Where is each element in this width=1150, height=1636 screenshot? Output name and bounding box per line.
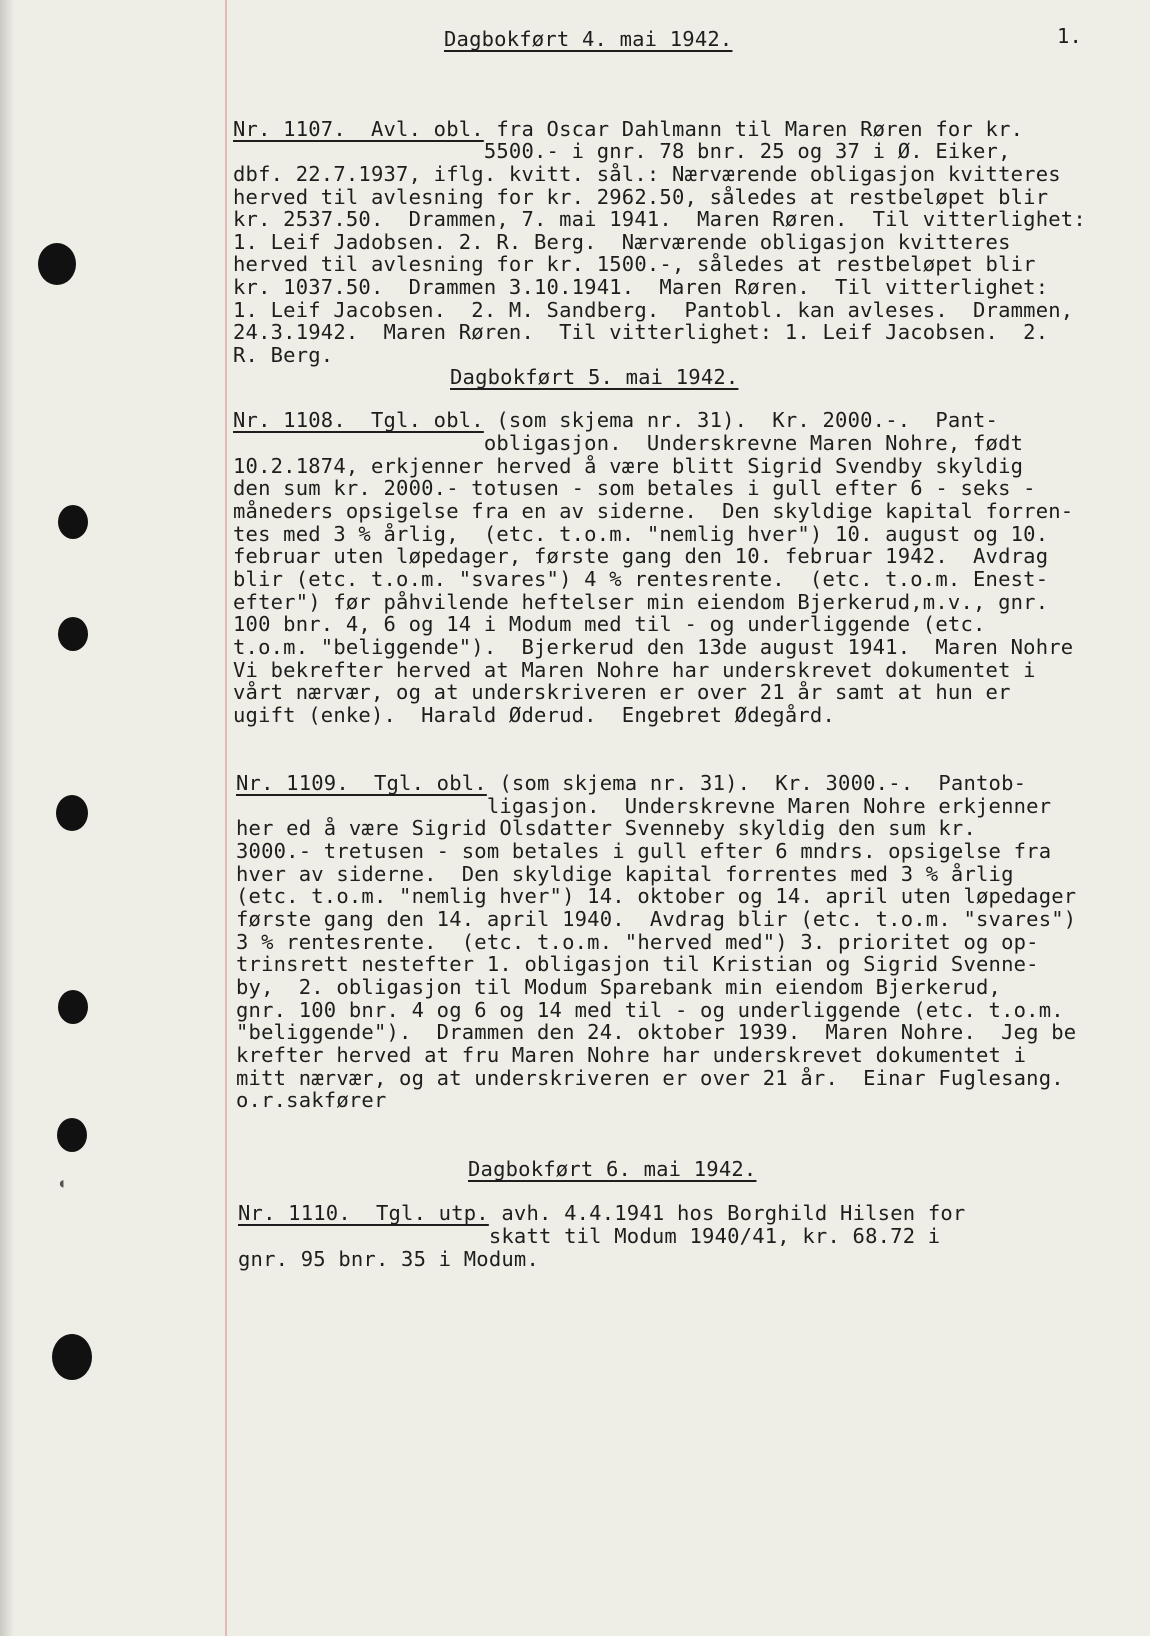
entry-line: herved til avlesning for kr. 2962.50, således at restbeløpet blir <box>233 185 1049 209</box>
entry-line: 1. Leif Jacobsen. 2. M. Sandberg. Pantobl. kan avleses. Drammen, <box>233 298 1074 322</box>
entry-line: mitt nærvær, og at underskriveren er over 21 år. Einar Fuglesang. <box>236 1066 1064 1090</box>
entry-line: ligasjon. Underskrevne Maren Nohre erkjenner <box>236 794 1052 818</box>
entry-line: Nr. 1108. Tgl. obl. (som skjema nr. 31). Kr. 2000.-. Pant- <box>233 408 999 432</box>
entry-line: 1. Leif Jadobsen. 2. R. Berg. Nærværende obligasjon kvitteres <box>233 230 1011 254</box>
entry-number: Nr. 1107. Avl. obl. <box>233 117 484 141</box>
entry-line: hver av siderne. Den skyldige kapital forrentes med 3 % årlig <box>236 862 1014 886</box>
entry-line: herved til avlesning for kr. 1500.-, således at restbeløpet blir <box>233 252 1036 276</box>
entry-line: Vi bekrefter herved at Maren Nohre har underskrevet dokumentet i <box>233 658 1036 682</box>
page-number: 1. <box>1057 24 1083 48</box>
entry-line: den sum kr. 2000.- totusen - som betales i gull efter 6 - seks - <box>233 476 1036 500</box>
entry-line: (etc. t.o.m. "nemlig hver") 14. oktober og 14. april uten løpedager <box>236 884 1077 908</box>
binder-hole-4 <box>56 795 88 831</box>
entry-line: kr. 1037.50. Drammen 3.10.1941. Maren Røren. Til vitterlighet: <box>233 275 1049 299</box>
entry-line: t.o.m. "beliggende"). Bjerkerud den 13de august 1941. Maren Nohre <box>233 635 1074 659</box>
entry-line: R. Berg. <box>233 343 334 367</box>
entry-line: tes med 3 % årlig, (etc. t.o.m. "nemlig hver") 10. august og 10. <box>233 522 1049 546</box>
binder-hole-3 <box>58 617 88 651</box>
binder-hole-2 <box>58 505 88 539</box>
section-heading: Dagbokført 6. mai 1942. <box>468 1157 757 1181</box>
entry-line: krefter herved at fru Maren Nohre har underskrevet dokumentet i <box>236 1043 1027 1067</box>
entry-line: februar uten løpedager, første gang den 10. februar 1942. Avdrag <box>233 544 1049 568</box>
margin-speck: ◖ <box>58 1176 66 1190</box>
entry-line: 100 bnr. 4, 6 og 14 i Modum med til - og underliggende (etc. <box>233 612 986 636</box>
entry-line: o.r.sakfører <box>236 1088 387 1112</box>
margin-rule <box>225 0 227 1636</box>
entry-line: trinsrett nestefter 1. obligasjon til Kristian og Sigrid Svenne- <box>236 952 1039 976</box>
section-heading: Dagbokført 5. mai 1942. <box>450 365 739 389</box>
entry-line: Nr. 1107. Avl. obl. fra Oscar Dahlmann til Maren Røren for kr. <box>233 117 1024 141</box>
entry-line: skatt til Modum 1940/41, kr. 68.72 i <box>238 1224 941 1248</box>
entry-number: Nr. 1109. Tgl. obl. <box>236 771 487 795</box>
entry-line: vårt nærvær, og at underskriveren er over 21 år samt at hun er <box>233 680 1011 704</box>
entry-line: dbf. 22.7.1937, iflg. kvitt. sål.: Nærværende obligasjon kvitteres <box>233 162 1061 186</box>
binder-hole-1 <box>38 243 76 285</box>
entry-line: 5500.- i gnr. 78 bnr. 25 og 37 i Ø. Eiker, <box>233 139 1011 163</box>
entry-line: måneders opsigelse fra en av siderne. Den skyldige kapital forren- <box>233 499 1074 523</box>
entry-line: efter") før påhvilende heftelser min eiendom Bjerkerud,m.v., gnr. <box>233 590 1049 614</box>
entry-line: kr. 2537.50. Drammen, 7. mai 1941. Maren Røren. Til vitterlighet: <box>233 207 1086 231</box>
entry-line: gnr. 100 bnr. 4 og 6 og 14 med til - og underliggende (etc. t.o.m. <box>236 998 1064 1022</box>
entry-line: Nr. 1110. Tgl. utp. avh. 4.4.1941 hos Borghild Hilsen for <box>238 1201 966 1225</box>
entry-line: "beliggende"). Drammen den 24. oktober 1939. Maren Nohre. Jeg be <box>236 1020 1077 1044</box>
entry-line: by, 2. obligasjon til Modum Sparebank min eiendom Bjerkerud, <box>236 975 1002 999</box>
page-edge-shadow <box>0 0 14 1636</box>
entry-line: 3 % rentesrente. (etc. t.o.m. "herved med") 3. prioritet og op- <box>236 930 1039 954</box>
entry-line: obligasjon. Underskrevne Maren Nohre, født <box>233 431 1024 455</box>
entry-line: her ed å være Sigrid Olsdatter Svenneby skyldig den sum kr. <box>236 816 976 840</box>
binder-hole-6 <box>57 1118 87 1152</box>
page-header: Dagbokført 4. mai 1942. <box>444 27 733 51</box>
entry-line: første gang den 14. april 1940. Avdrag blir (etc. t.o.m. "svares") <box>236 907 1077 931</box>
entry-line: blir (etc. t.o.m. "svares") 4 % rentesrente. (etc. t.o.m. Enest- <box>233 567 1049 591</box>
binder-hole-7 <box>52 1334 92 1380</box>
entry-line: 10.2.1874, erkjenner herved å være blitt Sigrid Svendby skyldig <box>233 454 1024 478</box>
entry-line: 3000.- tretusen - som betales i gull efter 6 mndrs. opsigelse fra <box>236 839 1052 863</box>
entry-line: 24.3.1942. Maren Røren. Til vitterlighet: 1. Leif Jacobsen. 2. <box>233 320 1049 344</box>
entry-line: Nr. 1109. Tgl. obl. (som skjema nr. 31). Kr. 3000.-. Pantob- <box>236 771 1027 795</box>
entry-number: Nr. 1110. Tgl. utp. <box>238 1201 489 1225</box>
entry-number: Nr. 1108. Tgl. obl. <box>233 408 484 432</box>
entry-line: ugift (enke). Harald Øderud. Engebret Ødegård. <box>233 703 836 727</box>
entry-line: gnr. 95 bnr. 35 i Modum. <box>238 1247 540 1271</box>
binder-hole-5 <box>58 990 88 1024</box>
